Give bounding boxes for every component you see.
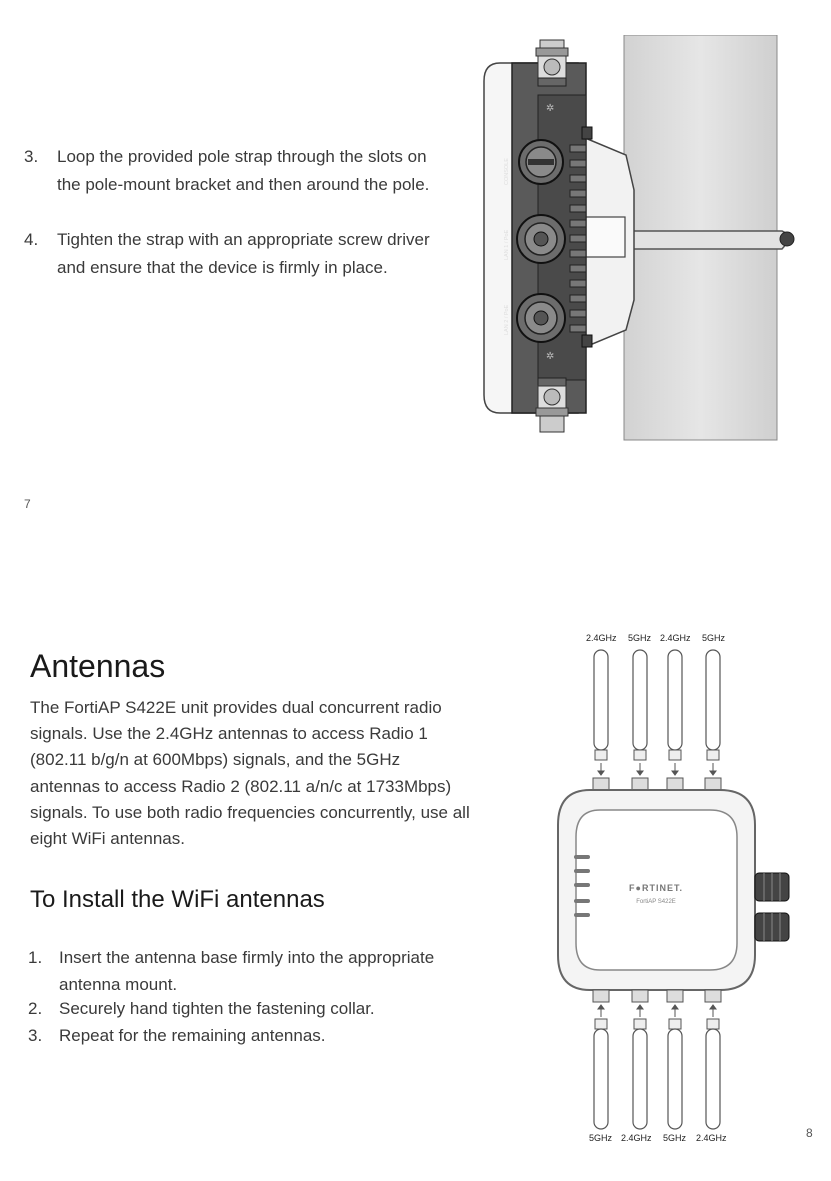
subsection-heading: To Install the WiFi antennas xyxy=(30,886,325,913)
antenna-shape xyxy=(668,650,682,750)
pole-strap xyxy=(618,231,788,249)
antenna-shape xyxy=(706,650,720,750)
step-text: Loop the provided pole strap through the slots on the pole-mount bracket and then around the pole. xyxy=(57,147,430,194)
bracket-slot xyxy=(581,217,625,257)
step-item xyxy=(28,995,468,1022)
step-number: 1. xyxy=(28,948,43,967)
port-label: CONSOLE xyxy=(504,158,510,185)
antenna-shape xyxy=(633,1029,647,1129)
status-led xyxy=(574,899,590,903)
step-text: Tighten the strap with an appropriate screw driver and ensure that the device is firmly in place. xyxy=(57,230,430,277)
step-item xyxy=(24,226,454,281)
antenna-shape xyxy=(633,650,647,750)
status-led xyxy=(574,883,590,887)
antenna-frequency-label: 5GHz xyxy=(702,633,726,643)
antenna-frequency-label: 2.4GHz xyxy=(660,633,691,643)
step-number: 4. xyxy=(24,230,39,249)
page-number: 7 xyxy=(24,497,31,511)
step-item xyxy=(28,944,468,998)
brand-logo: F●RTINET. xyxy=(629,883,683,893)
step-text: Securely hand tighten the fastening collar. xyxy=(59,999,375,1018)
port-label: LAN 1 / PoE xyxy=(504,229,510,260)
strap-screw xyxy=(780,232,794,246)
section-heading: Antennas xyxy=(30,648,166,684)
step-text: Repeat for the remaining antennas. xyxy=(59,1026,326,1045)
intro-paragraph: The FortiAP S422E unit provides dual concurrent radio signals. Use the 2.4GHz antennas to access Radio 1 (802.11 b/g/n at 600Mbps) signals, and the 5GHz antennas to access Radio 2 (802.11 a/n/c at 1733Mbps) signals. To use both radio frequencies concurrently, use all eight WiFi antennas. xyxy=(30,698,470,849)
pole-mount-illustration xyxy=(478,35,798,445)
page-number: 8 xyxy=(806,1126,813,1140)
port-label: LAN 2 / PoE xyxy=(504,304,510,335)
antenna-frequency-label: 5GHz xyxy=(628,633,652,643)
step-number: 3. xyxy=(24,147,39,166)
antenna-frequency-label: 5GHz xyxy=(663,1133,687,1143)
antenna-shape xyxy=(594,1029,608,1129)
antenna-shape xyxy=(594,650,608,750)
step-number: 2. xyxy=(28,999,43,1018)
antenna-frequency-label: 2.4GHz xyxy=(696,1133,727,1143)
svg-text:✲: ✲ xyxy=(546,351,555,362)
antenna-frequency-label: 5GHz xyxy=(589,1133,613,1143)
status-led xyxy=(574,869,590,873)
antenna-install-illustration xyxy=(550,645,795,1133)
step-number: 3. xyxy=(28,1026,43,1045)
step-item xyxy=(24,143,454,198)
step-item xyxy=(28,1022,468,1049)
antenna-frequency-label: 2.4GHz xyxy=(586,633,617,643)
status-led xyxy=(574,855,590,859)
svg-text:✲: ✲ xyxy=(546,103,555,114)
model-label: FortiAP S422E xyxy=(636,899,676,905)
antenna-frequency-label: 2.4GHz xyxy=(621,1133,652,1143)
step-text: Insert the antenna base firmly into the appropriate antenna mount. xyxy=(59,948,435,994)
antenna-shape xyxy=(668,1029,682,1129)
antenna-shape xyxy=(706,1029,720,1129)
status-led xyxy=(574,913,590,917)
